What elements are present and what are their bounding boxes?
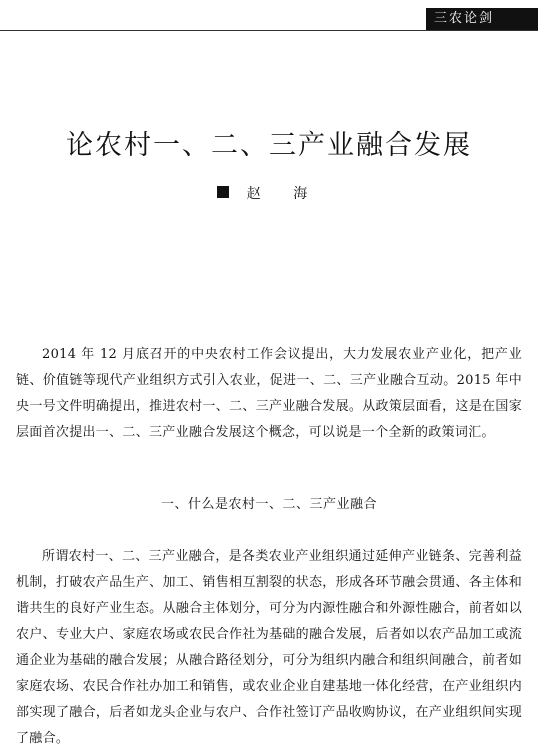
article-title: 论农村一、二、三产业融合发展 [66, 130, 472, 161]
column-tag: 三农论剑 [426, 8, 538, 30]
body-paragraph: 所谓农村一、二、三产业融合，是各类农业产业组织通过延伸产业链条、完善利益机制，打破农产品生产、加工、销售相互割裂的状态，形成各环节融会贯通、各主体和谐共生的良好产业生态。从融合主体划分，可分为内源性融合和外源性融合，前者如以农户、专业大户、家庭农场或农民合作社为基础的融合发展，后者如以农产品加工或流通企业为基础的融合发展；从融合路径划分，可分为组织内融合和组织间融合，前者如家庭农场、农民合作社办加工和销售，或农业企业自建基地一体化经营，在产业组织内部实现了融合，后者如龙头企业与农户、合作社签订产品收购协议，在产业组织间实现了融合。 [16, 549, 522, 746]
black-square-icon [217, 186, 229, 198]
section-heading: 一、什么是农村一、二、三产业融合 [160, 497, 377, 512]
author-line [0, 184, 538, 204]
author-name: 赵 海 [246, 186, 322, 202]
intro-paragraph: 2014 年 12 月底召开的中央农村工作会议提出，大力发展农业产业化，把产业链、价值链等现代产业组织方式引入农业，促进一、二、三产业融合互动。2015 年中央一号文件明确提出，推进农村一、二、三产业融合发展。从政策层面看，这是在国家层面首次提出一、二、三产业融合发展这个概念，可以说是一个全新的政策词汇。 [16, 347, 522, 440]
header-rule [0, 30, 538, 31]
